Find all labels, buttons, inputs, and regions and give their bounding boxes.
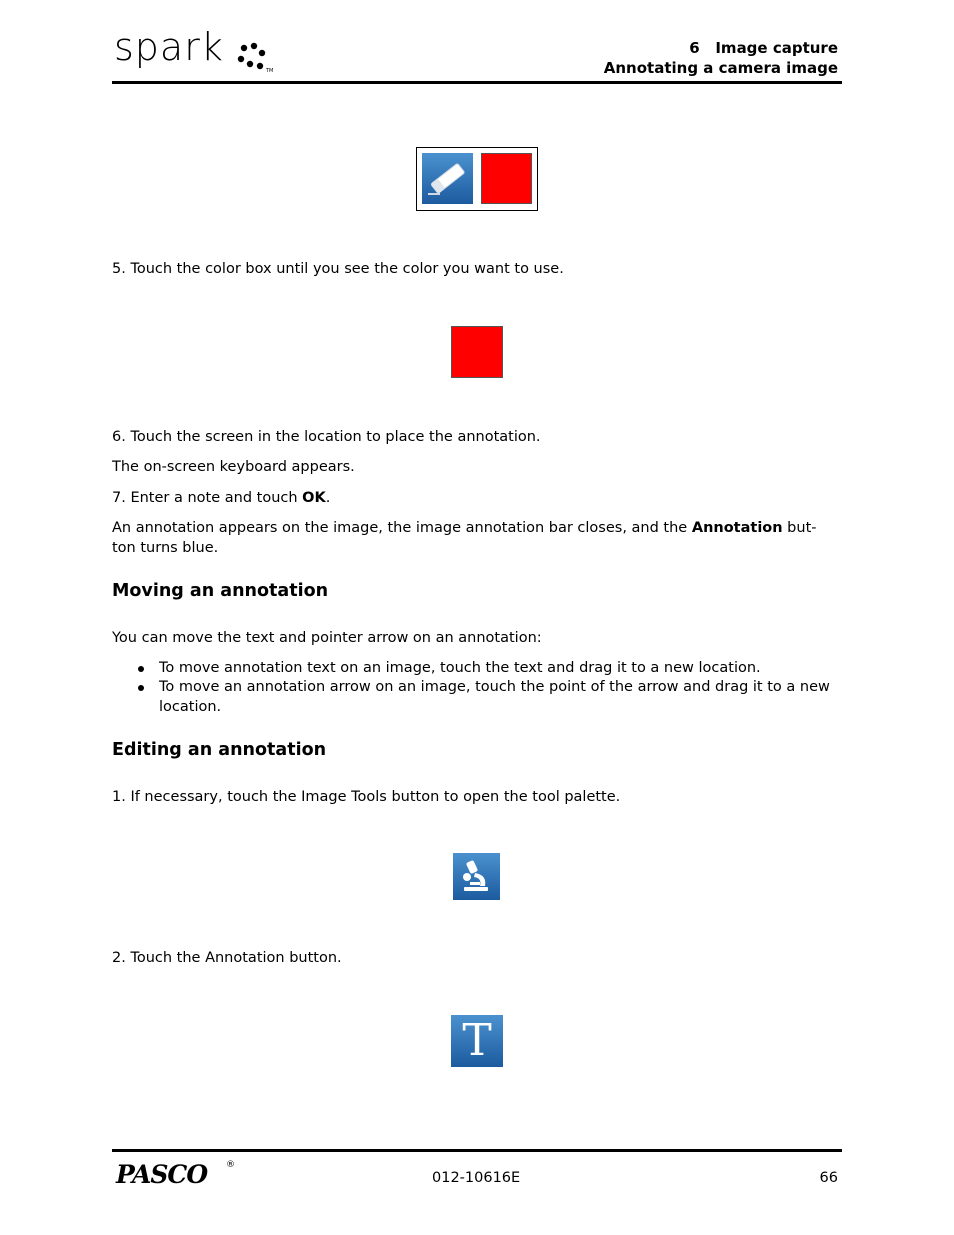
microscope-icon [453,853,500,900]
step-7-text: 7. Enter a note and touch [112,490,303,506]
step-7 [112,488,847,508]
spark-dots-icon [236,42,276,74]
bullet-text: To move an annotation arrow on an image, touch the point of the arrow and drag it to a new location. [159,679,830,715]
step-5: 5. Touch the color box until you see the color you want to use. [112,261,564,277]
eraser-button[interactable] [422,153,473,204]
keyboard-note: The on-screen keyboard appears. [112,459,355,475]
text-t-icon: T [462,1015,492,1066]
editing-heading: Editing an annotation [112,740,327,760]
header-rule [112,81,842,84]
section-title: Annotating a camera image [603,59,838,77]
bullet-icon [138,685,144,691]
list-item [138,677,843,717]
spark-logo: spark [114,25,224,69]
annotation-button[interactable] [451,1015,503,1067]
chapter-title: 6 Image capture [689,39,838,57]
pasco-logo [116,1160,235,1189]
ok-label: OK [302,490,326,506]
bullet-icon [138,666,144,672]
result-text-end: but- [782,520,817,536]
step-6: 6. Touch the screen in the location to place the annotation. [112,429,541,445]
result-text: An annotation appears on the image, the image annotation bar closes, and the [112,520,692,536]
bullet-text: To move annotation text on an image, touch the text and drag it to a new location. [159,660,761,676]
step-7-end: . [325,490,331,506]
editing-step-2: 2. Touch the Annotation button. [112,950,342,966]
registered-mark: ® [226,1160,235,1170]
result-text-line2: ton turns blue. [112,540,219,556]
moving-heading: Moving an annotation [112,581,329,601]
editing-step-1: 1. If necessary, touch the Image Tools button to open the tool palette. [112,789,621,805]
eraser-icon [422,153,473,204]
result-paragraph [112,518,847,558]
image-tools-button[interactable] [453,853,500,900]
color-box-figure [451,326,503,378]
list-item [138,658,843,678]
page-number: 66 [819,1170,838,1186]
annotation-toolbar-figure [416,147,538,211]
moving-intro: You can move the text and pointer arrow on an annotation: [112,630,542,646]
footer-rule [112,1149,842,1152]
annotation-label: Annotation [691,520,783,536]
pasco-logo-text: PASCO [116,1160,208,1189]
color-box-button[interactable] [481,153,532,204]
document-number: 012-10616E [432,1170,521,1186]
svg-text:TM: TM [266,68,274,74]
